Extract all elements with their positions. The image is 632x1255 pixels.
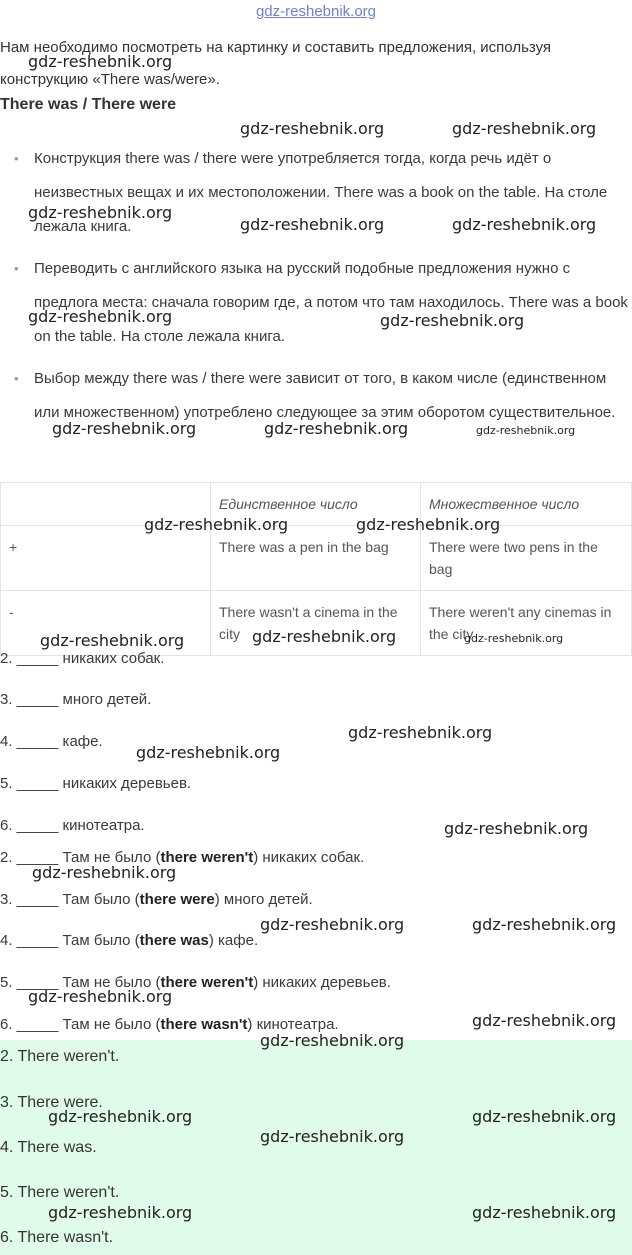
table-row	[1, 526, 632, 591]
watermark: gdz-reshebnik.org	[28, 987, 173, 1006]
answer-line: 6. There wasn't.	[0, 1229, 114, 1246]
watermark: gdz-reshebnik.org	[40, 631, 185, 650]
intro-text: Нам необходимо посмотреть на картинку и составить предложения, используя конструкцию «There was/were».	[0, 39, 552, 88]
list-item: • Выбор между there was / there were зависит от того, в каком числе (единственном или множественном) употреблено следующее за этим оборотом существительное.	[14, 362, 632, 430]
watermark: gdz-reshebnik.org	[452, 119, 597, 138]
watermark: gdz-reshebnik.org	[380, 311, 525, 330]
table-cell: There was a pen in the bag	[211, 526, 421, 591]
task-line: 2. _____ никаких собак.	[0, 650, 165, 667]
translation-line: 3. _____ Там было (there were) много детей.	[0, 891, 313, 908]
watermark: gdz-reshebnik.org	[52, 419, 197, 438]
watermark: gdz-reshebnik.org	[444, 819, 589, 838]
watermark: gdz-reshebnik.org	[252, 627, 397, 646]
answer-line: 3. There were.	[0, 1094, 103, 1111]
watermark: gdz-reshebnik.org	[32, 863, 177, 882]
task-line: 4. _____ кафе.	[0, 733, 103, 750]
table-cell: There were two pens in the bag	[421, 526, 632, 591]
watermark: gdz-reshebnik.org	[28, 52, 173, 71]
task-line: 3. _____ много детей.	[0, 691, 152, 708]
section-heading: There was / There were	[0, 96, 177, 113]
table-cell: There wasn't a cinema in the city	[211, 591, 421, 656]
translation-line: 4. _____ Там было (there was) кафе.	[0, 932, 259, 949]
watermark: gdz-reshebnik.org	[240, 119, 385, 138]
table-header-cell: Множественное число	[421, 483, 632, 526]
watermark: gdz-reshebnik.org	[452, 215, 597, 234]
watermark: gdz-reshebnik.org	[144, 515, 289, 534]
watermark: gdz-reshebnik.org	[356, 515, 501, 534]
answer-line: 4. There was.	[0, 1139, 97, 1156]
answer-line: 5. There weren't.	[0, 1184, 120, 1201]
watermark: gdz-reshebnik.org	[348, 723, 493, 742]
watermark: gdz-reshebnik.org	[472, 915, 617, 934]
watermark: gdz-reshebnik.org	[260, 915, 405, 934]
watermark: gdz-reshebnik.org	[48, 1107, 193, 1126]
rules-list	[14, 142, 632, 438]
watermark: gdz-reshebnik.org	[476, 424, 576, 437]
watermark: gdz-reshebnik.org	[136, 743, 281, 762]
task-line: 6. _____ кинотеатра.	[0, 817, 145, 834]
watermark: gdz-reshebnik.org	[472, 1011, 617, 1030]
watermark: gdz-reshebnik.org	[472, 1203, 617, 1222]
table-header-cell: Единственное число	[211, 483, 421, 526]
watermark: gdz-reshebnik.org	[240, 215, 385, 234]
site-link[interactable]: gdz-reshebnik.org	[255, 3, 377, 20]
translation-line: 6. _____ Там не было (there wasn't) кинотеатра.	[0, 1016, 339, 1033]
watermark: gdz-reshebnik.org	[264, 419, 409, 438]
table-header-row	[1, 483, 632, 526]
table-cell: There weren't any cinemas in the city	[421, 591, 632, 656]
watermark: gdz-reshebnik.org	[260, 1127, 405, 1146]
watermark: gdz-reshebnik.org	[464, 632, 564, 645]
table-cell: -	[1, 591, 211, 656]
watermark: gdz-reshebnik.org	[260, 1031, 405, 1050]
table-cell: +	[1, 526, 211, 591]
watermark: gdz-reshebnik.org	[28, 307, 173, 326]
watermark: gdz-reshebnik.org	[48, 1203, 193, 1222]
translation-line: 5. _____ Там не было (there weren't) никаких деревьев.	[0, 974, 391, 991]
watermark: gdz-reshebnik.org	[28, 203, 173, 222]
task-line: 5. _____ никаких деревьев.	[0, 775, 192, 792]
list-item: • Конструкция there was / there were употребляется тогда, когда речь идёт о неизвестных вещах и их местоположении. There was a book on the table. На столе лежала книга.	[14, 142, 632, 244]
answer-line: 2. There weren't.	[0, 1048, 120, 1065]
watermark: gdz-reshebnik.org	[472, 1107, 617, 1126]
translation-line: 2. _____ Там не было (there weren't) никаких собак.	[0, 849, 365, 866]
list-item: • Переводить с английского языка на русский подобные предложения нужно с предлога места: сначала говорим где, а потом что там находилось. There was a book on the table. На столе лежала книга.	[14, 252, 632, 354]
